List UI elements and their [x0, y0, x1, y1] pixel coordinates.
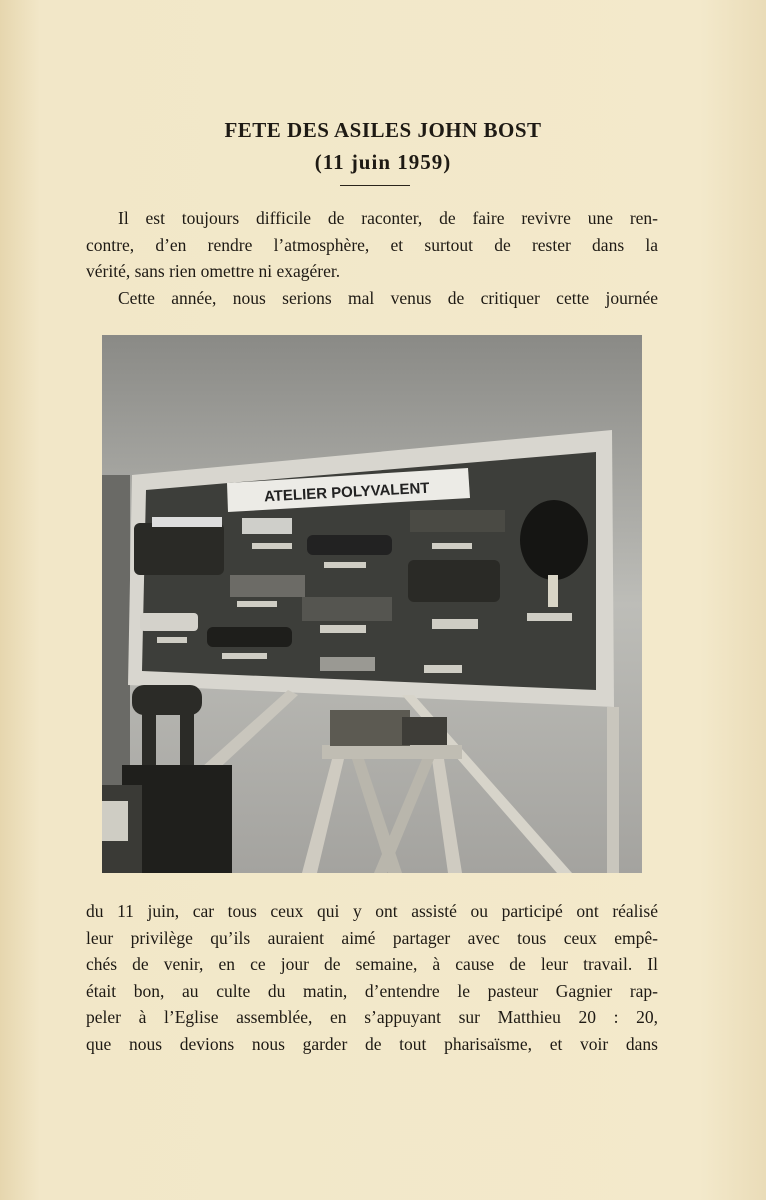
- text-line: contre, d’en rendre l’atmosphère, et surtout de rester dans la: [86, 234, 658, 255]
- text-line: du 11 juin, car tous ceux qui y ont assisté ou participé ont réalisé: [86, 901, 658, 921]
- text-line: Il est toujours difficile de raconter, de faire revivre une ren-: [118, 208, 658, 228]
- title-divider: [340, 185, 410, 186]
- page-subtitle-date: (11 juin 1959): [314, 150, 452, 174]
- text-line: que nous devions nous garder de tout pharisaïsme, et voir dans: [86, 1033, 658, 1054]
- text-line: Cette année, nous serions mal venus de critiquer cette journée: [118, 287, 658, 308]
- photograph-workshop-display: [102, 335, 642, 873]
- sign-text: ATELIER POLYVALENT: [263, 479, 430, 506]
- page-title: FETE DES ASILES JOHN BOST: [224, 118, 542, 142]
- text-line: leur privilège qu’ils auraient aimé partager avec tous ceux empê-: [86, 927, 658, 948]
- paragraph-continuation: [86, 898, 658, 1057]
- photograph-drawing: [102, 335, 642, 873]
- text-line: vérité, sans rien omettre ni exagérer.: [86, 261, 341, 281]
- text-line: chés de venir, en ce jour de semaine, à cause de leur travail. Il: [86, 954, 658, 974]
- text-line: était bon, au culte du matin, d’entendre le pasteur Gagnier rap-: [86, 980, 658, 1001]
- paragraph-intro: [86, 205, 658, 311]
- text-line: peler à l’Eglise assemblée, en s’appuyant sur Matthieu 20 : 20,: [86, 1007, 658, 1027]
